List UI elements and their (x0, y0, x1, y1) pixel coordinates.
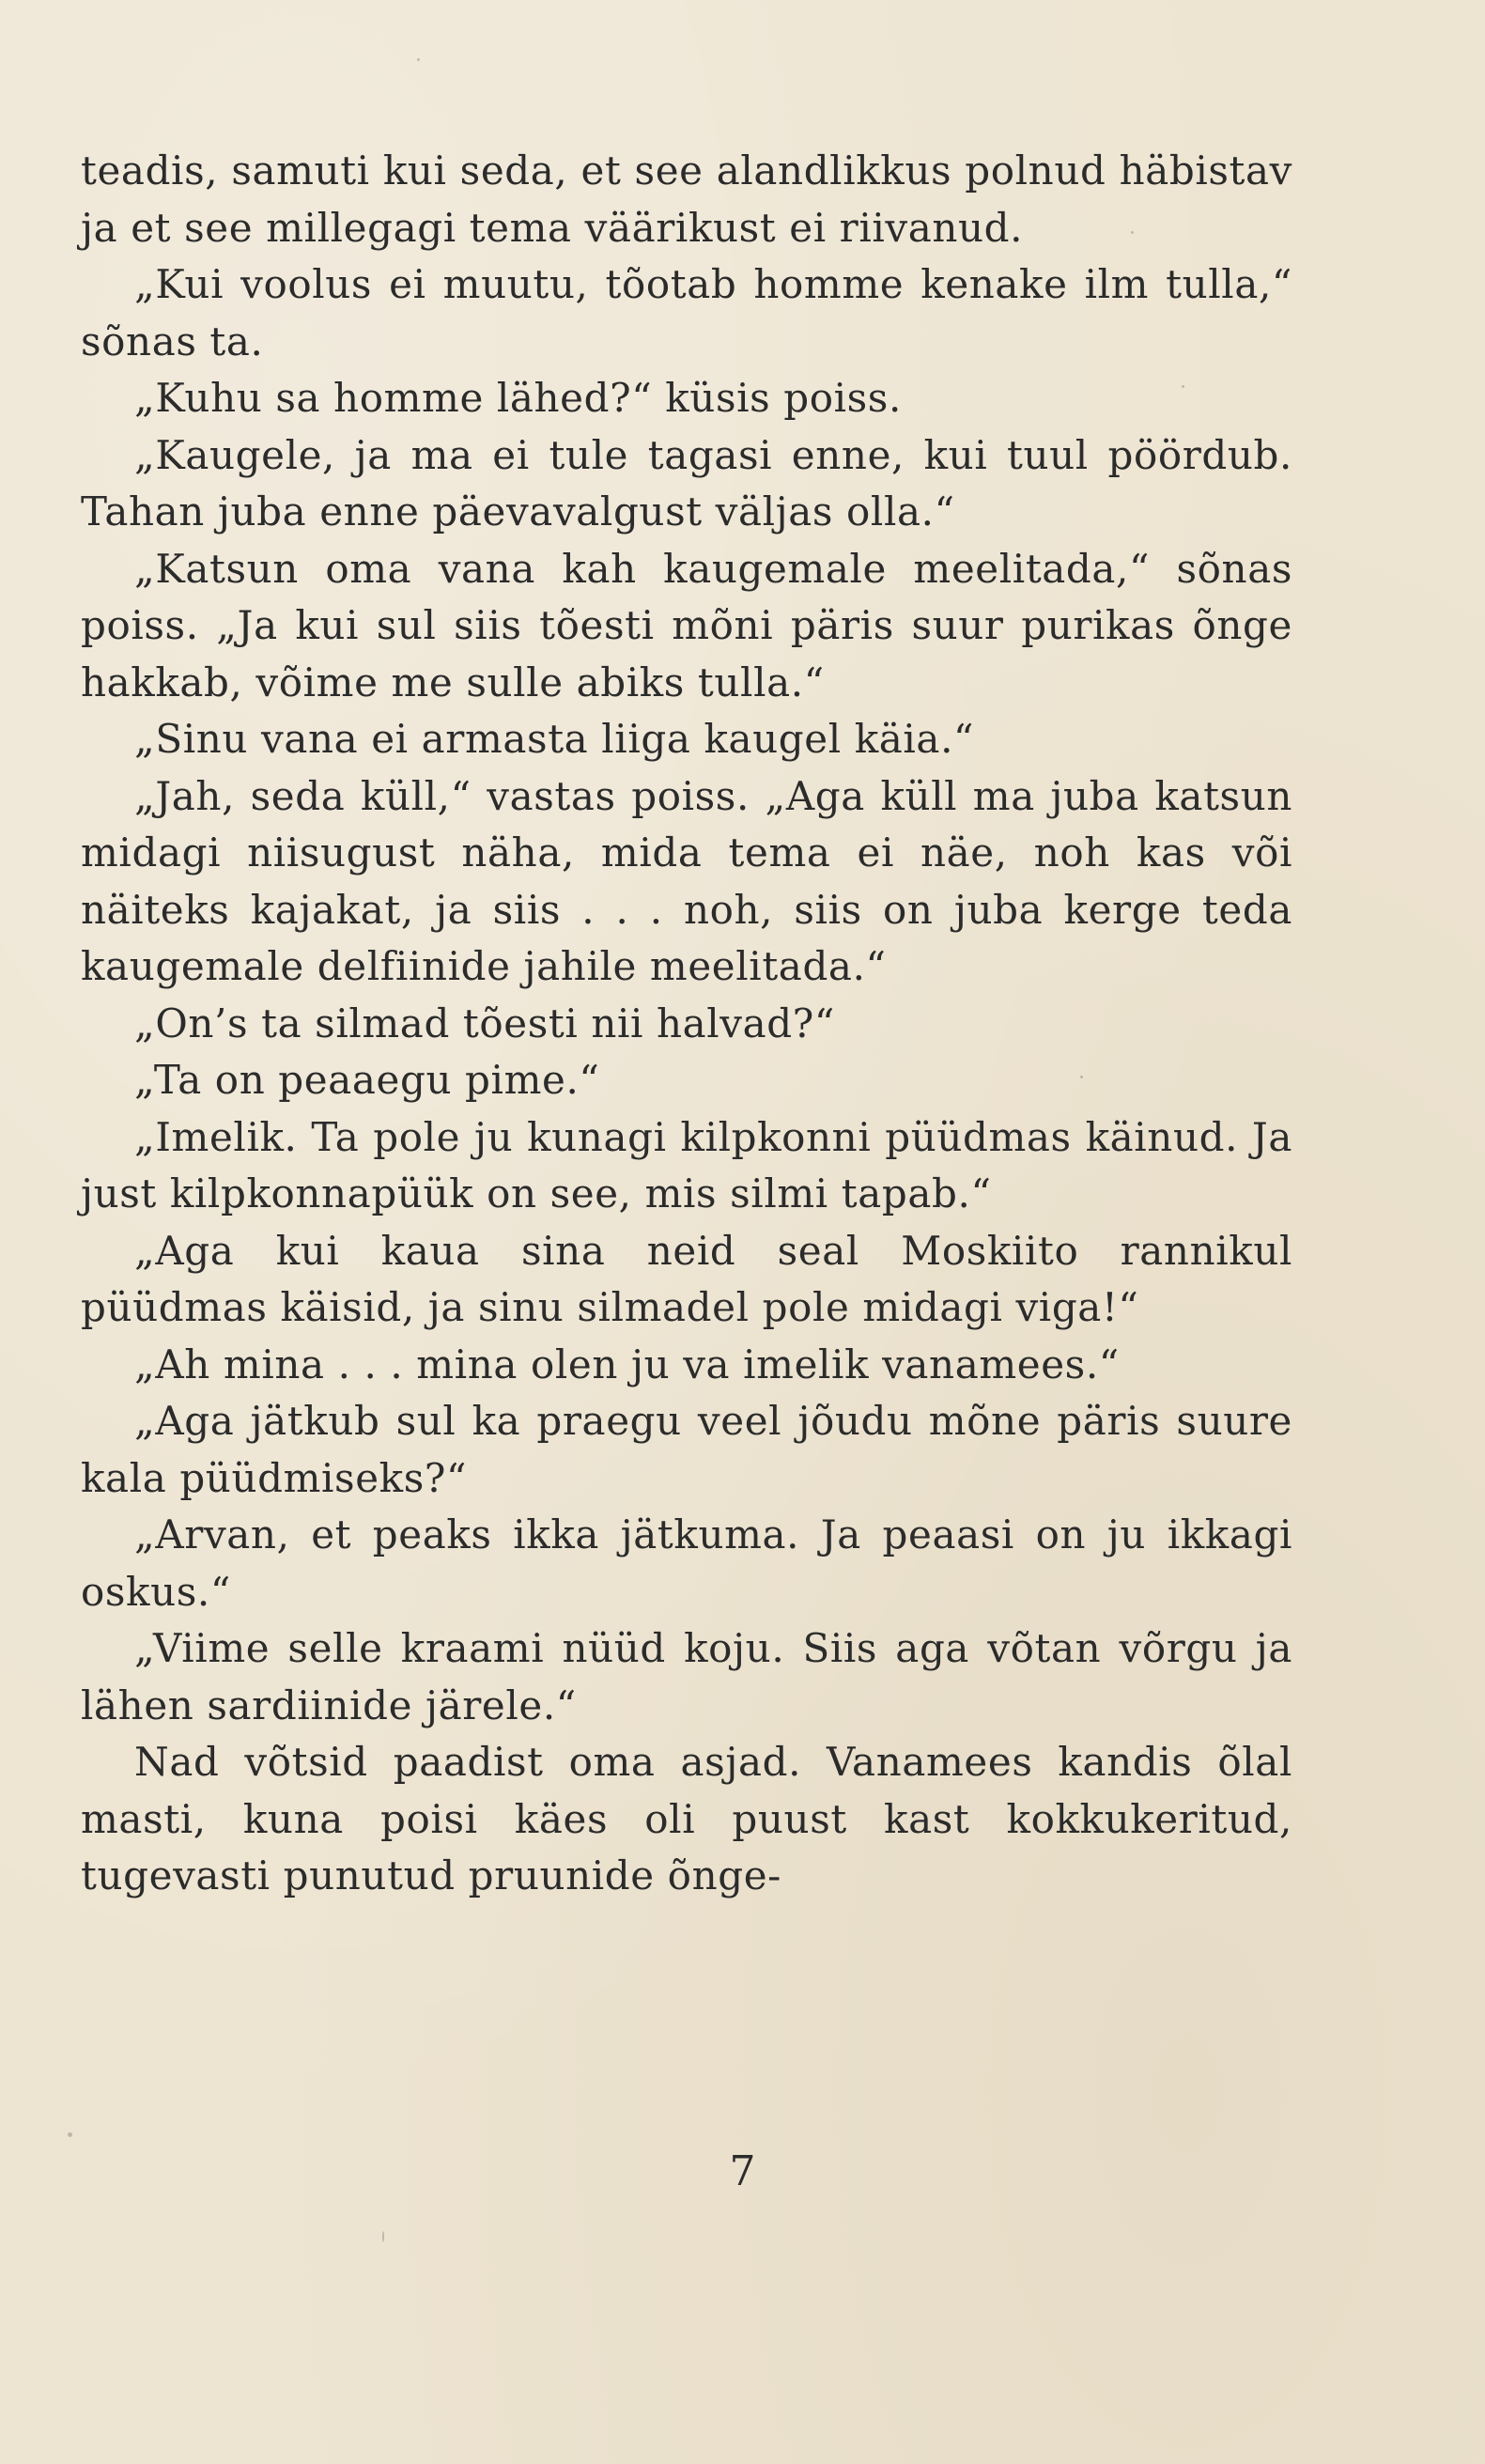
paragraph: „Aga kui kaua sina neid seal Moskiito rannikul püüdmas käisid, ja sinu silmadel pole midagi viga!“ (81, 1227, 1292, 1330)
paper-speck (382, 2231, 384, 2242)
paper-speck (1182, 385, 1184, 388)
paragraph: „Ta on peaaegu pime.“ (134, 1057, 600, 1103)
page-number: 7 (729, 2147, 756, 2195)
paragraph: „Ah mina . . . mina olen ju va imelik vanamees.“ (134, 1340, 1120, 1387)
paragraph: „Arvan, et peaks ikka jätkuma. Ja peaasi on ju ikkagi oskus.“ (81, 1511, 1292, 1615)
paragraph: „Jah, seda küll,“ vastas poiss. „Aga küll ma juba katsun midagi niisugust näha, mida tema ei näe, noh kas või näiteks kajakat, ja siis . . . noh, siis on juba kerge teda kaugemale delfiinide jahile meelitada.“ (81, 772, 1292, 989)
paragraph: teadis, samuti kui seda, et see alandlikkus polnud häbistav ja et see millegagi tema väärikust ei riivanud. (81, 147, 1292, 251)
paragraph: Nad võtsid paadist oma asjad. Vanamees kandis õlal masti, kuna poisi käes oli puust kast kokkukeritud, tugevasti punutud pruunide õnge- (81, 1739, 1292, 1898)
paper-speck (1131, 231, 1134, 234)
paragraph: „Sinu vana ei armasta liiga kaugel käia.“ (134, 716, 975, 762)
paragraph: „Katsun oma vana kah kaugemale meelitada,“ sõnas poiss. „Ja kui sul siis tõesti mõni päris suur purikas õnge hakkab, võime me sulle abiks tulla.“ (81, 545, 1292, 705)
body-text (81, 143, 1292, 1905)
paragraph: „On’s ta silmad tõesti nii halvad?“ (134, 1000, 835, 1046)
paragraph: „Kui voolus ei muutu, tõotab homme kenake ilm tulla,“ sõnas ta. (81, 261, 1292, 364)
paper-speck (68, 2132, 72, 2137)
paragraph: „Imelik. Ta pole ju kunagi kilpkonni püüdmas käinud. Ja just kilpkonnapüük on see, mis silmi tapab.“ (81, 1113, 1292, 1217)
paragraph: „Viime selle kraami nüüd koju. Siis aga võtan võrgu ja lähen sardiinide järele.“ (81, 1625, 1292, 1728)
paper-speck (1080, 1076, 1083, 1078)
paragraph: „Aga jätkub sul ka praegu veel jõudu mõne päris suure kala püüdmiseks?“ (81, 1398, 1292, 1501)
paper-speck (417, 58, 420, 61)
paragraph: „Kaugele, ja ma ei tule tagasi enne, kui tuul pöördub. Tahan juba enne päevavalgust väljas olla.“ (81, 431, 1292, 535)
paragraph: „Kuhu sa homme lähed?“ küsis poiss. (134, 375, 902, 421)
